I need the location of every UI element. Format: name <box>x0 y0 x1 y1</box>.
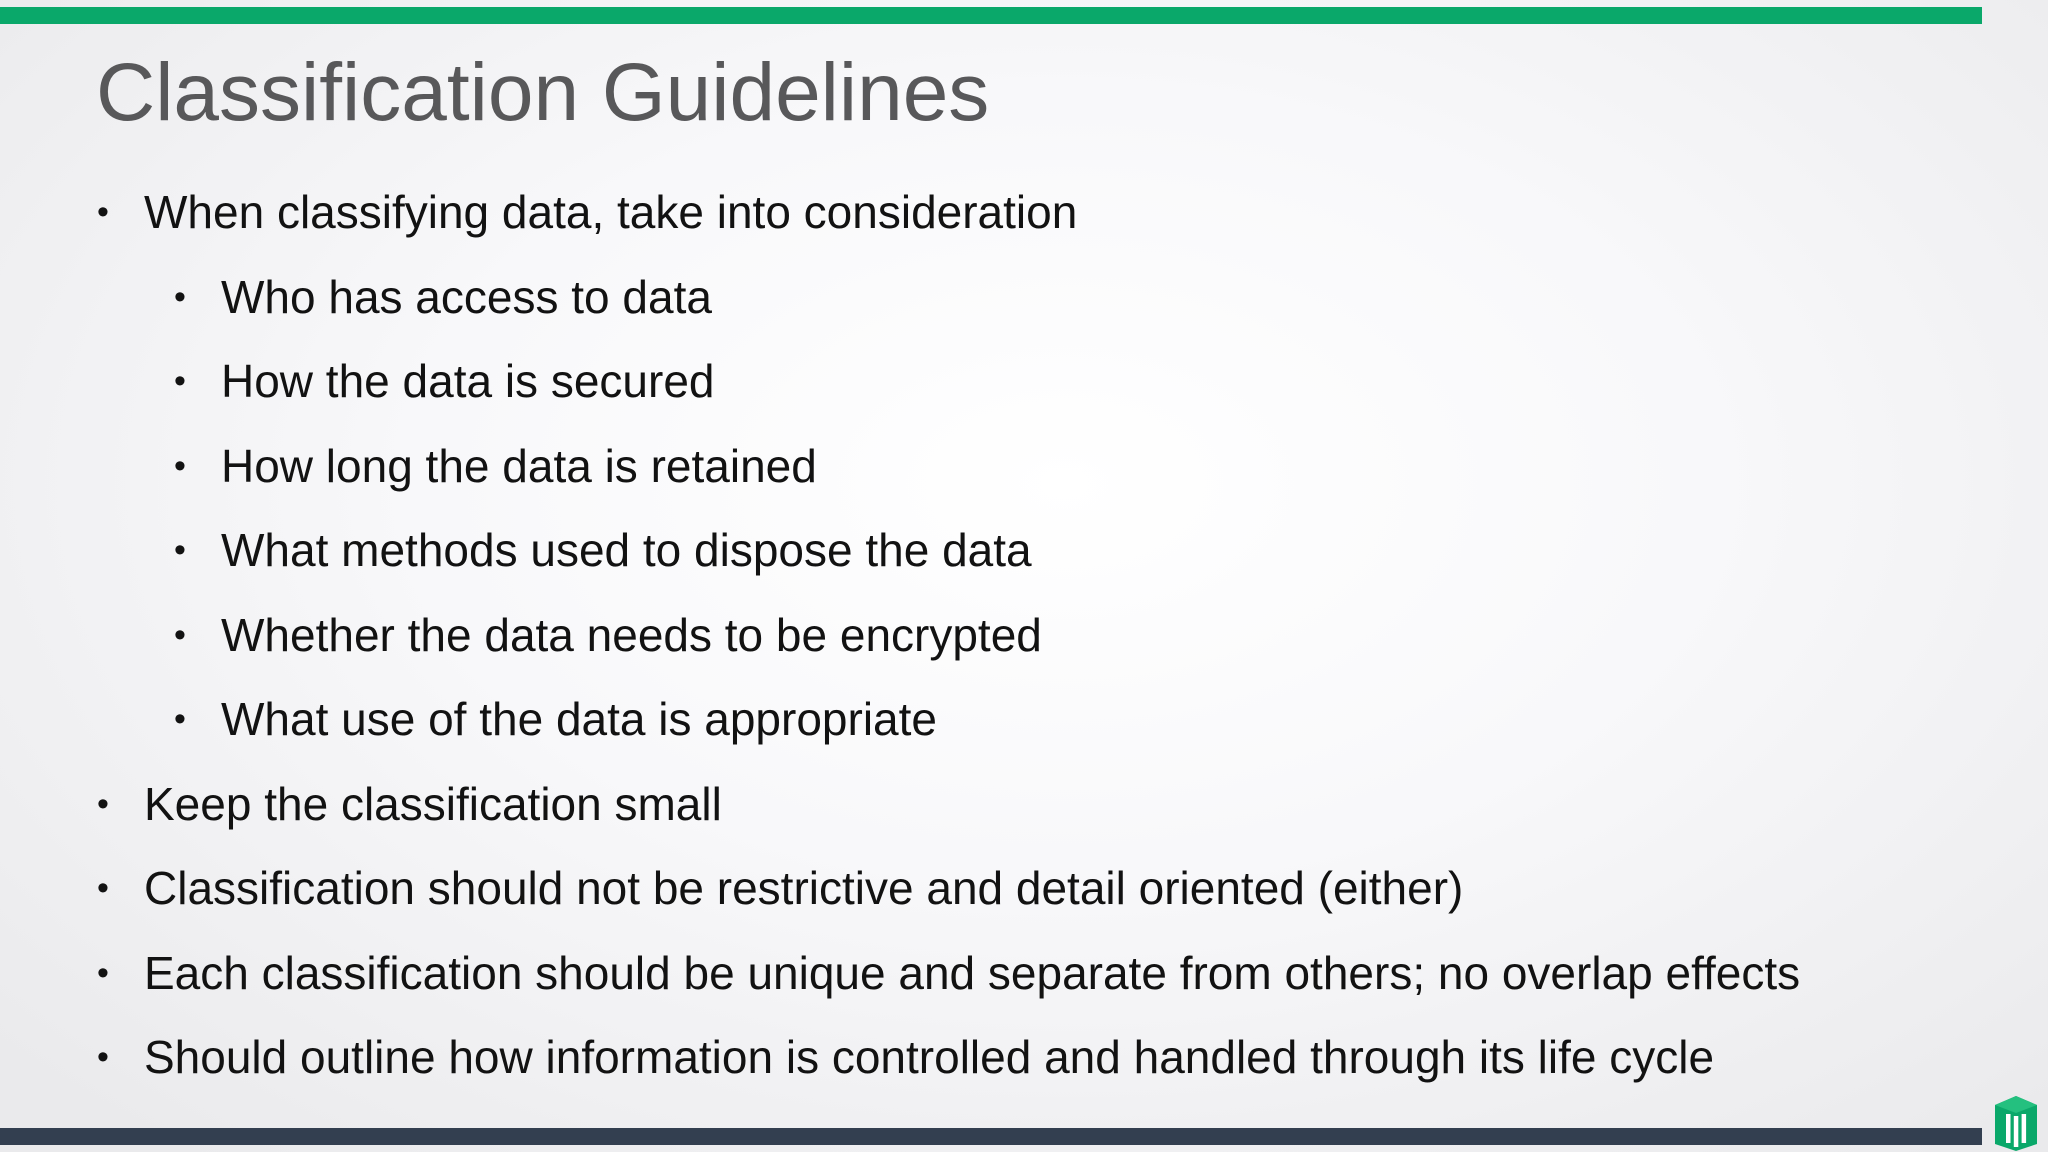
bullet-marker: • <box>174 616 186 654</box>
bullet-text: When classifying data, take into consideration <box>144 186 1078 238</box>
bullet-marker: • <box>174 531 186 569</box>
green-book-logo-icon <box>1993 1094 2039 1152</box>
bullet-marker: • <box>97 193 109 231</box>
bullet-marker: • <box>174 362 186 400</box>
bullet-text: What use of the data is appropriate <box>221 693 937 745</box>
bullet-text: Keep the classification small <box>144 778 722 830</box>
bullet-marker: • <box>97 785 109 823</box>
bullet-text: Should outline how information is controlled and handled through its life cycle <box>144 1031 1715 1083</box>
bullet-marker: • <box>97 1038 109 1076</box>
bullet-text: How the data is secured <box>221 355 715 407</box>
top-accent-bar <box>0 7 1982 24</box>
bullet-marker: • <box>174 278 186 316</box>
bullet-marker: • <box>174 700 186 738</box>
bullet-text: Who has access to data <box>221 271 712 323</box>
slide-title: Classification Guidelines <box>96 47 990 138</box>
bullet-text: Classification should not be restrictive and detail oriented (either) <box>144 862 1464 914</box>
bottom-footer-bar <box>0 1128 1982 1145</box>
bullet-marker: • <box>97 954 109 992</box>
bullet-marker: • <box>97 869 109 907</box>
bullet-text: Each classification should be unique and separate from others; no overlap effects <box>144 947 1801 999</box>
bullet-marker: • <box>174 447 186 485</box>
bullet-text: What methods used to dispose the data <box>221 524 1032 576</box>
bullet-text: How long the data is retained <box>221 440 817 492</box>
bullet-text: Whether the data needs to be encrypted <box>221 609 1042 661</box>
